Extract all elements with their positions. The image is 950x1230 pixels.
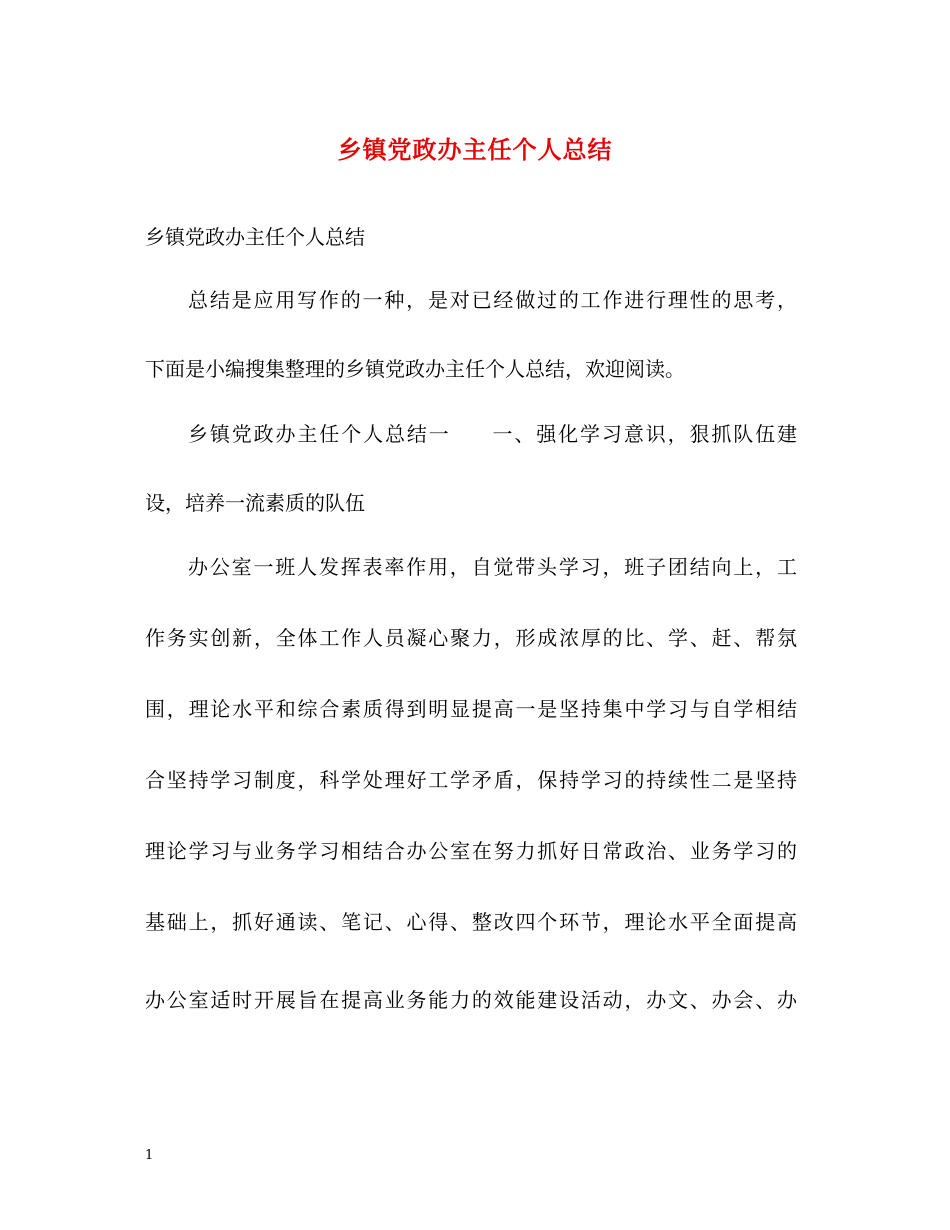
- body-line-3: 围，理论水平和综合素质得到明显提高一是坚持集中学习与自学相结: [145, 697, 797, 721]
- section-heading-title: 乡镇党政办主任个人总结一: [188, 422, 451, 446]
- body-line-5: 理论学习与业务学习相结合办公室在努力抓好日常政治、业务学习的: [145, 839, 797, 863]
- body-line-6: 基础上，抓好通读、笔记、心得、整改四个环节，理论水平全面提高: [145, 910, 797, 934]
- intro-line-2: 下面是小编搜集整理的乡镇党政办主任个人总结，欢迎阅读。: [145, 357, 685, 381]
- section-heading-continuation: 设，培养一流素质的队伍: [145, 491, 365, 515]
- page-number: 1: [145, 1148, 154, 1163]
- document-subtitle: 乡镇党政办主任个人总结: [145, 225, 365, 249]
- page-title: 乡镇党政办主任个人总结: [337, 135, 613, 164]
- intro-line-1: 总结是应用写作的一种，是对已经做过的工作进行理性的思考，: [188, 288, 797, 312]
- body-line-2: 作务实创新，全体工作人员凝心聚力，形成浓厚的比、学、赶、帮氛: [145, 626, 797, 650]
- section-heading-item: 一、强化学习意识，狠抓队伍建: [490, 422, 798, 446]
- section-heading: [188, 419, 797, 449]
- body-line-4: 合坚持学习制度，科学处理好工学矛盾，保持学习的持续性二是坚持: [145, 768, 797, 792]
- body-line-7: 办公室适时开展旨在提高业务能力的效能建设活动，办文、办会、办: [145, 988, 797, 1012]
- body-line-1: 办公室一班人发挥表率作用，自觉带头学习，班子团结向上，工: [188, 555, 797, 579]
